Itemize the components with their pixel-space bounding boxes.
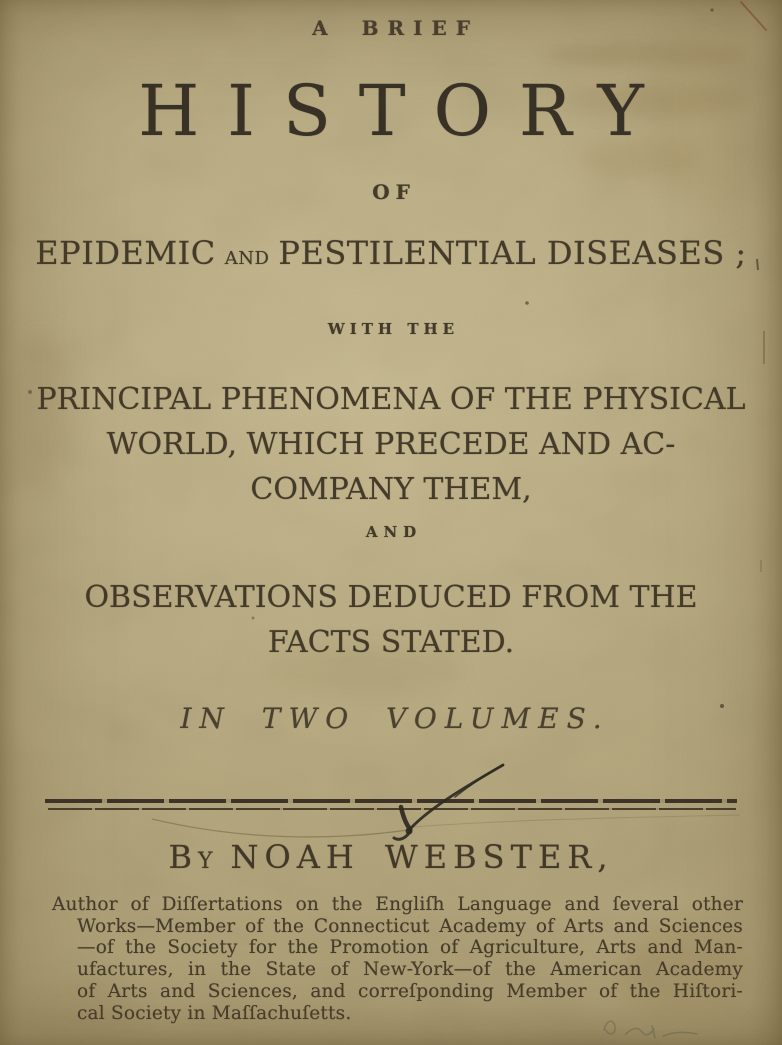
byline [0, 838, 782, 876]
subtitle-line: WORLD, WHICH PRECEDE AND AC- [106, 427, 676, 462]
subject-part1: EPIDEMIC [35, 234, 216, 272]
rule-thick-line [45, 799, 737, 803]
and-connector: AND [365, 523, 423, 541]
author-name: NOAH WEBSTER, [230, 838, 614, 876]
credentials-line: of Arts and Sciences, and correſponding Member of the Hiſtori- [77, 980, 743, 1002]
byline-by: By [168, 838, 219, 876]
rule-thin-line [48, 808, 736, 810]
paper-crease-line [152, 819, 408, 837]
with-the-connector: WITH THE [327, 320, 460, 338]
of-connector: OF [372, 180, 416, 204]
subtitle-block [0, 377, 782, 512]
credentials-line: Works—Member of the Connecticut Academy of Arts and Sciences [77, 915, 743, 937]
credentials-line: cal Society in Maſſachuſetts. [77, 1002, 352, 1024]
credentials-line: —of the Society for the Promotion of Agriculture, Arts and Man- [77, 937, 743, 959]
volumes-note: IN TWO VOLUMES. [180, 702, 610, 735]
half-title: A BRIEF [312, 16, 479, 40]
author-credentials [52, 894, 743, 1024]
observations-block [0, 575, 782, 665]
subject-part2: PESTILENTIAL DISEASES ; [278, 234, 747, 272]
observations-line: FACTS STATED. [267, 625, 515, 660]
paper-stain [548, 42, 748, 68]
credentials-line: ufactures, in the State of New-York—of the American Academy [77, 959, 743, 981]
credentials-line: Author of Diſſertations on the Engliſh Language and ſeveral other [52, 894, 743, 915]
book-title: HISTORY [138, 70, 672, 152]
observations-line: OBSERVATIONS DEDUCED FROM THE [84, 580, 698, 615]
subject-conjunction: and [224, 241, 270, 270]
paper-crease-line [411, 815, 740, 827]
subtitle-line: COMPANY THEM, [250, 472, 532, 507]
subject-line [0, 234, 782, 272]
double-rule [45, 799, 737, 815]
subtitle-line: PRINCIPAL PHENOMENA OF THE PHYSICAL [36, 382, 746, 417]
